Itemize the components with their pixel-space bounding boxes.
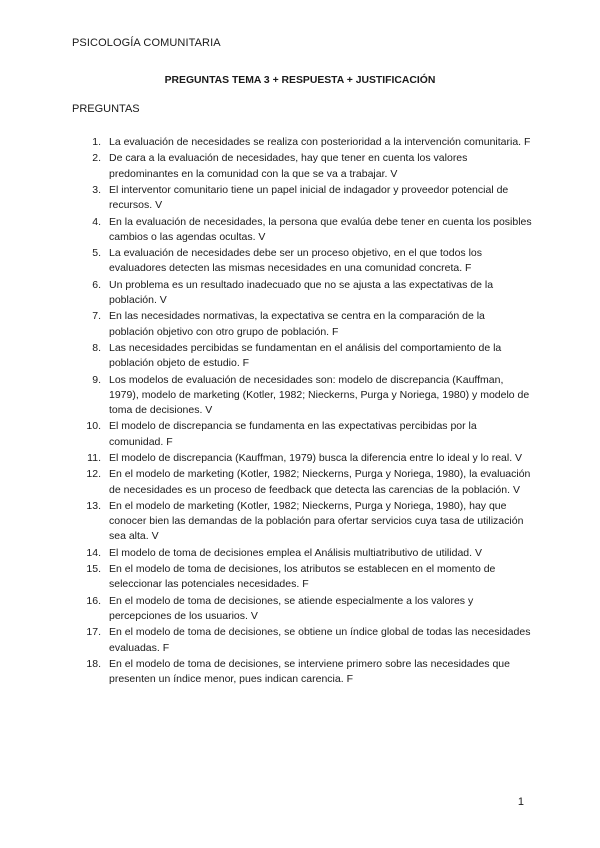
question-item — [72, 246, 532, 276]
question-number: 13. — [86, 499, 101, 512]
question-item — [72, 562, 532, 592]
question-number: 4. — [92, 215, 101, 228]
question-text: En el modelo de marketing (Kotler, 1982; Nieckerns, Purga y Noriega, 1980), hay que conocer bien las demandas de la población para ofertar servicios cuya tasa de utilización sea alta. V — [109, 499, 524, 543]
question-number: 5. — [92, 247, 101, 260]
section-heading: PREGUNTAS — [72, 103, 140, 115]
question-item — [72, 135, 532, 150]
question-number: 12. — [86, 468, 101, 481]
question-number: 3. — [92, 183, 101, 196]
page-header: PSICOLOGÍA COMUNITARIA — [72, 37, 221, 49]
page-number: 1 — [517, 796, 524, 808]
question-text: El modelo de discrepancia se fundamenta en las expectativas percibidas por la comunidad. F — [109, 420, 477, 448]
question-number: 16. — [86, 594, 101, 607]
question-number: 7. — [92, 310, 101, 323]
question-text: Los modelos de evaluación de necesidades son: modelo de discrepancia (Kauffman, 1979), modelo de marketing (Kotler, 1982; Nieckerns, Purga y Noriega, 1980) y modelo de toma de decisiones. V — [109, 373, 530, 416]
question-list — [72, 135, 532, 688]
question-number: 14. — [86, 546, 101, 559]
question-item — [72, 278, 532, 308]
question-number: 18. — [86, 657, 101, 670]
question-text: Un problema es un resultado inadecuado que no se ajusta a las expectativas de la población. V — [109, 278, 494, 306]
question-item — [72, 625, 532, 655]
question-text: El interventor comunitario tiene un papel inicial de indagador y proveedor potencial de recursos. V — [109, 183, 509, 212]
question-text: En el modelo de toma de decisiones, se obtiene un índice global de todas las necesidades evaluadas. F — [109, 626, 531, 654]
question-number: 2. — [92, 152, 101, 165]
question-number: 17. — [86, 626, 101, 639]
question-text: En el modelo de toma de decisiones, se interviene primero sobre las necesidades que presenten un índice menor, pues indican carencia. F — [109, 657, 510, 686]
question-text: La evaluación de necesidades se realiza con posterioridad a la intervención comunitaria. F — [109, 136, 531, 148]
question-item — [72, 546, 532, 561]
question-number: 11. — [87, 451, 101, 464]
question-item — [72, 419, 532, 449]
question-text: Las necesidades percibidas se fundamentan en el análisis del comportamiento de la población objeto de estudio. F — [109, 341, 502, 370]
question-number: 6. — [92, 278, 101, 291]
question-number: 1. — [92, 136, 101, 148]
question-text: En las necesidades normativas, la expectativa se centra en la comparación de la población objetivo con otro grupo de población. F — [109, 310, 485, 338]
question-text: El modelo de discrepancia (Kauffman, 1979) busca la diferencia entre lo ideal y lo real. V — [109, 451, 523, 464]
question-number: 15. — [86, 563, 101, 576]
question-text: De cara a la evaluación de necesidades, hay que tener en cuenta los valores predominantes en la comunidad con la que se va a trabajar. V — [109, 152, 468, 180]
question-number: 10. — [86, 420, 101, 433]
question-text: El modelo de toma de decisiones emplea el Análisis multiatributivo de utilidad. V — [109, 546, 482, 559]
question-item — [72, 373, 532, 419]
document-title: PREGUNTAS TEMA 3 + RESPUESTA + JUSTIFICACIÓN — [164, 75, 436, 86]
question-item — [72, 499, 532, 545]
question-item — [72, 341, 532, 371]
question-number: 9. — [92, 373, 101, 386]
question-text: En la evaluación de necesidades, la persona que evalúa debe tener en cuenta los posibles cambios o las agendas ocultas. V — [109, 215, 532, 243]
question-text: La evaluación de necesidades debe ser un proceso objetivo, en el que todos los evaluadores detecten las mismas necesidades en una comunidad concreta. F — [109, 247, 483, 275]
question-item — [72, 183, 532, 213]
question-item — [72, 451, 532, 466]
question-item — [72, 215, 532, 245]
question-item — [72, 467, 532, 497]
question-item — [72, 594, 532, 624]
question-item — [72, 309, 532, 339]
question-item — [72, 151, 532, 181]
question-text: En el modelo de toma de decisiones, los atributos se establecen en el momento de seleccionar las potenciales necesidades. F — [109, 563, 496, 591]
question-text: En el modelo de toma de decisiones, se atiende especialmente a los valores y percepciones de los usuarios. V — [109, 594, 474, 622]
question-text: En el modelo de marketing (Kotler, 1982; Nieckerns, Purga y Noriega, 1980), la evaluación de necesidades es un proceso de feedback que detecta las carencias de la población. V — [109, 468, 531, 496]
question-number: 8. — [92, 341, 101, 354]
question-item — [72, 657, 532, 687]
